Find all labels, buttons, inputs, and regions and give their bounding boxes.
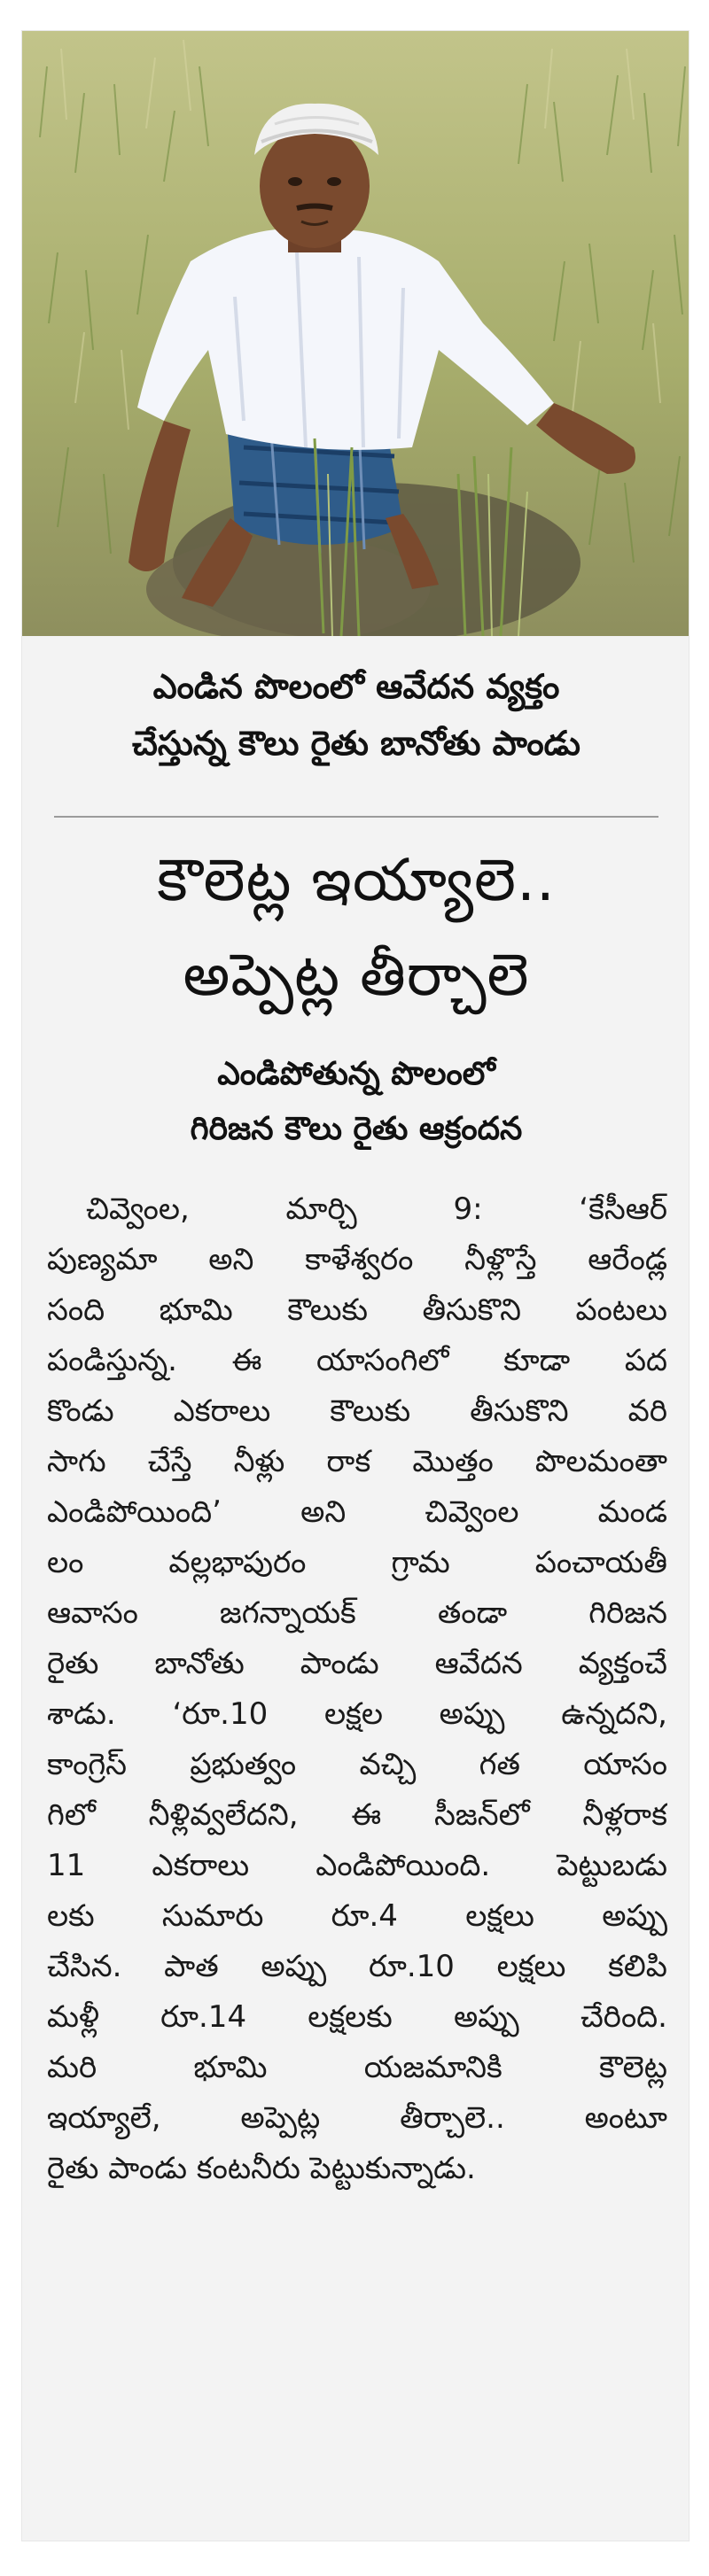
article-line: చివ్వెంల, మార్చి 9: ‘కేసీఆర్ <box>86 1191 667 1227</box>
news-photo <box>22 31 690 636</box>
newspaper-clipping <box>21 30 690 2541</box>
subheadline-line: ఎండిపోతున్న పొలంలో <box>217 1056 495 1092</box>
caption-line: ఎండిన పొలంలో ఆవేదన వ్యక్తం <box>152 667 560 706</box>
caption-line: చేస్తున్న కౌలు రైతు బానోతు పాండు <box>132 724 580 763</box>
article-line: పుణ్యమా అని కాళేశ్వరం నీళ్లొస్తే ఆరేండ్ల <box>47 1242 667 1277</box>
divider <box>54 816 658 818</box>
article-line: చేసిన. పాత అప్పు రూ.10 లక్షలు కలిపి <box>47 1949 667 1984</box>
farmer-in-dry-field-photo <box>22 31 690 636</box>
article-line: రైతు పాండు కంటనీరు పెట్టుకున్నాడు. <box>47 2151 476 2186</box>
article-line: కాంగ్రెస్ ప్రభుత్వం వచ్చి గత యాసం <box>47 1747 667 1782</box>
article-body <box>47 1184 667 2194</box>
article-line: ఆవాసం జగన్నాయక్ తండా గిరిజన <box>47 1595 667 1631</box>
article-line: ఇయ్యాలే, అప్పెట్ల తీర్చాలె.. అంటూ <box>47 2100 667 2136</box>
subheadline-line: గిరిజన కౌలు రైతు ఆక్రందన <box>190 1111 523 1147</box>
article-line: 11 ఎకరాలు ఎండిపోయింది. పెట్టుబడు <box>47 1848 667 1883</box>
article-line: గిలో నీళ్లివ్వలేదని, ఈ సీజన్‌లో నీళ్లరాక <box>47 1797 667 1833</box>
subheadline <box>38 1047 674 1157</box>
article-line: పండిస్తున్న. ఈ యాసంగిలో కూడా పద <box>47 1343 667 1378</box>
article-line: రైతు బానోతు పాండు ఆవేదన వ్యక్తంచే <box>47 1646 667 1681</box>
article-line: మళ్లీ రూ.14 లక్షలకు అప్పు చేరింది. <box>47 1999 667 2035</box>
article-line: శాడు. ‘రూ.10 లక్షల అప్పు ఉన్నదని, <box>47 1696 667 1732</box>
headline-line: అప్పెట్ల తీర్చాలె <box>183 941 530 1009</box>
article-line: సాగు చేస్తే నీళ్లు రాక మొత్తం పొలమంతా <box>47 1444 667 1479</box>
article-line: ఎండిపోయింది’ అని చివ్వెంల మండ <box>47 1494 667 1530</box>
article-line: లకు సుమారు రూ.4 లక్షలు అప్పు <box>47 1898 667 1934</box>
article-line: మరి భూమి యజమానికి కౌలెట్ల <box>47 2050 667 2085</box>
article-line: సంది భూమి కౌలుకు తీసుకొని పంటలు <box>47 1292 667 1328</box>
headline-line: కౌలెట్ల ఇయ్యాలె.. <box>157 846 556 914</box>
article-line: లం వల్లభాపురం గ్రామ పంచాయతీ <box>47 1545 667 1580</box>
headline <box>33 833 680 1022</box>
article-line: కొండు ఎకరాలు కౌలుకు తీసుకొని వరి <box>47 1393 667 1429</box>
photo-caption <box>38 658 674 772</box>
